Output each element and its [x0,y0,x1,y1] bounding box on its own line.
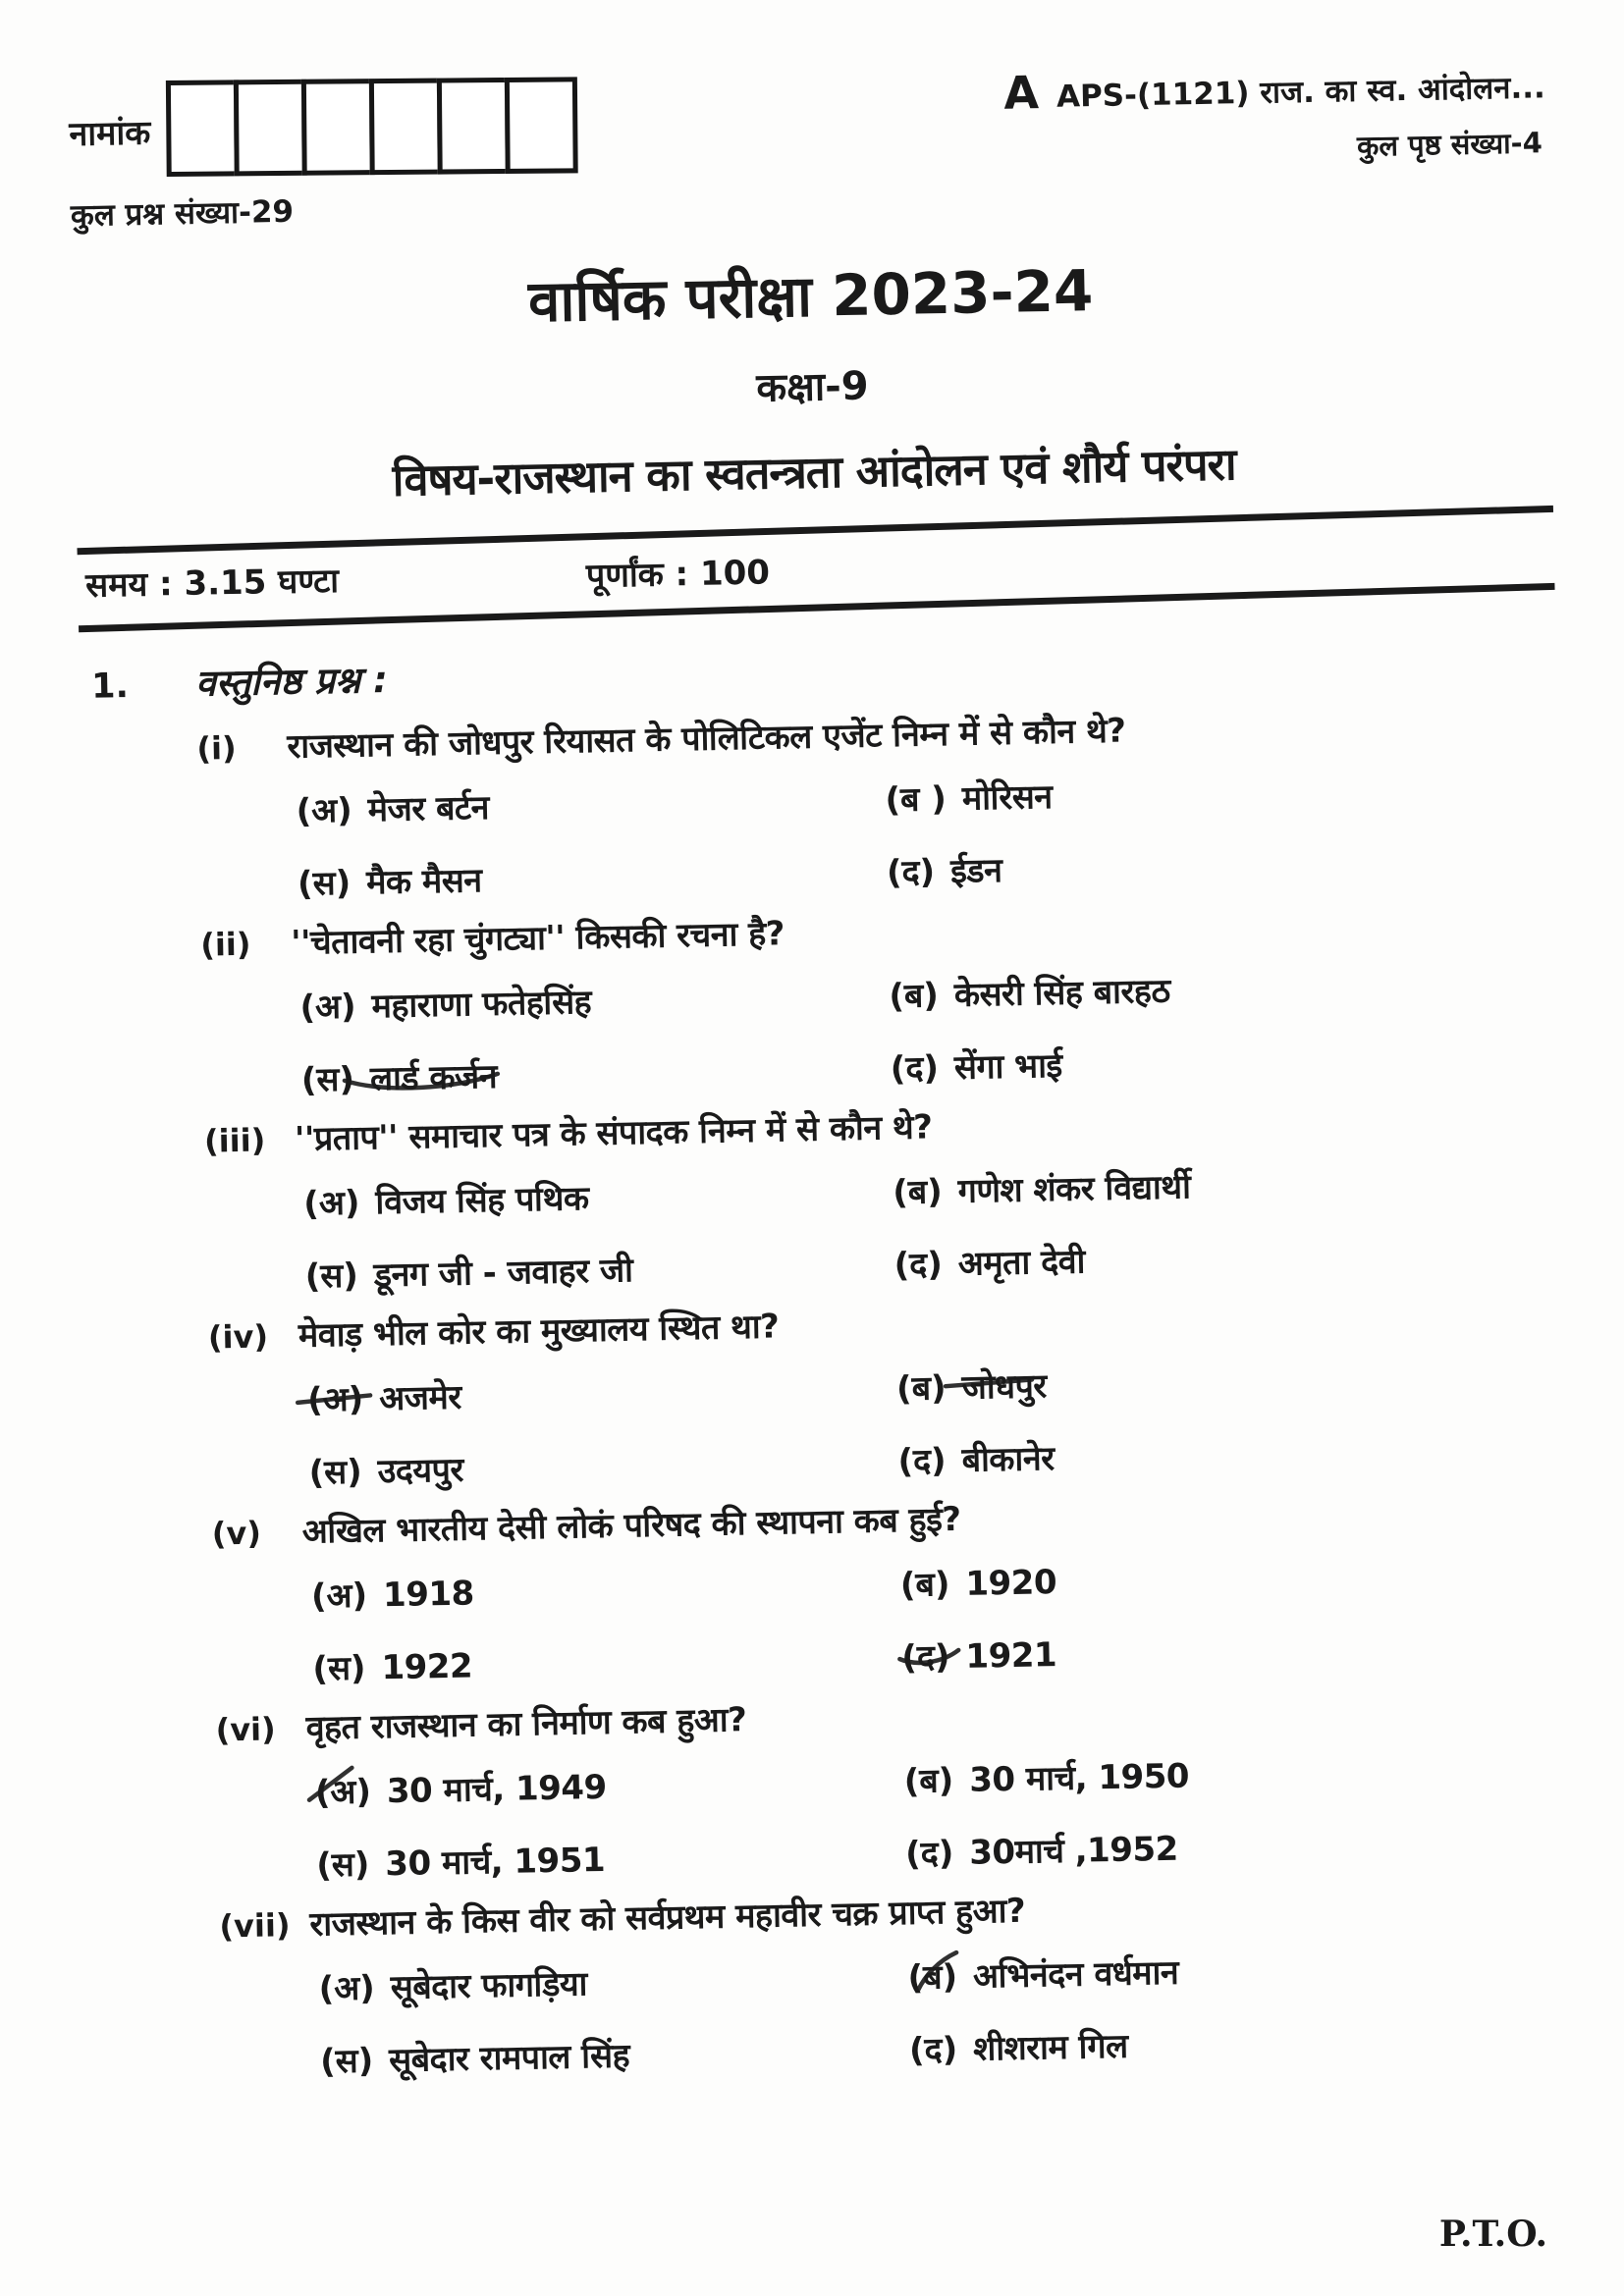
option-item [890,1032,1564,1090]
option-text: 1918 [382,1574,475,1616]
option-text: ईडन [949,850,1002,891]
title-block [72,240,1555,625]
option-text: 30 मार्च, 1951 [384,1840,606,1885]
option-item [311,1561,901,1618]
section-heading-row [80,630,1557,709]
question-block [99,1680,1579,1891]
option-text: अजमेर [378,1377,462,1419]
option-item [314,1757,904,1814]
option-text: अभिनंदन वर्धमान [972,1952,1179,1997]
total-questions-label: कुल प्रश्न संख्या-29 [70,193,295,235]
option-item [886,835,1560,893]
question-text: मेवाड़ भील कोर का मुख्यालय स्थित था? [298,1307,780,1356]
option-text: मैक मैसन [365,861,482,903]
option-label: (द) [893,1245,944,1286]
question-block [91,1287,1571,1498]
option-text: 1920 [965,1563,1057,1604]
question-number: (ii) [199,925,251,964]
pto-label: P.T.O. [1438,2214,1547,2255]
subject-title: विषय-राजस्थान का स्वतन्त्रता आंदोलन एवं शौर्य परंपरा [392,438,1237,507]
option-text: 1922 [381,1646,473,1688]
option-item [907,1941,1582,1999]
option-label: (द) [886,852,936,893]
option-item [901,1621,1576,1679]
option-text: सूबेदार रामपाल सिंह [388,2036,630,2081]
questions-area [81,698,1583,2087]
option-text: 1921 [965,1635,1057,1677]
option-label: (ब ) [885,779,947,821]
question-block [81,698,1560,909]
set-letter: A [1002,66,1040,120]
option-text: 30मार्च ,1952 [968,1829,1179,1873]
question-number: (iv) [207,1317,269,1357]
class-title: कक्षा-9 [755,363,869,411]
roll-number-label: नामांक [69,113,151,155]
option-label: (स) [319,2041,374,2082]
roll-number-row [68,75,578,181]
header-left [68,57,579,236]
max-marks-label: पूर्णांक : 100 [585,553,771,597]
option-text: डूनग जी - जवाहर जी [373,1251,633,1296]
time-label: समय : 3.15 घण्टा [84,561,340,606]
page-footer [1439,2214,1547,2255]
options-grid [307,1352,1572,1494]
question-number: (vii) [219,1906,291,1946]
question-text: अखिल भारतीय देसी लोकं परिषद की स्थापना कब हुई? [301,1499,961,1552]
option-label: (अ) [302,1183,360,1224]
option-item [304,1241,894,1298]
option-item [893,1155,1567,1213]
question-row [81,698,1558,772]
option-text: 30 मार्च, 1950 [968,1756,1190,1800]
option-item [308,1437,898,1494]
option-text: लार्ड कर्जन [369,1056,498,1099]
section-heading: वस्तुनिष्ठ प्रश्न : [194,658,389,705]
options-grid [299,959,1564,1101]
option-label: (ब) [907,1957,958,1999]
question-number: (v) [211,1514,262,1553]
question-number: (i) [196,728,237,768]
option-item [893,1228,1568,1286]
question-text: ''प्रताप'' समाचार पत्र के संपादक निम्न में से कौन थे? [294,1107,933,1159]
question-row [84,894,1562,968]
option-text: 30 मार्च, 1949 [386,1767,608,1812]
option-item [316,1830,906,1887]
question-row [103,1876,1581,1949]
option-label: (स) [315,1844,370,1886]
question-block [103,1876,1583,2087]
roll-number-box-grid [166,77,578,177]
option-label: (अ) [299,987,356,1028]
question-block [88,1091,1568,1302]
roll-number-box [301,79,375,176]
option-item [312,1633,902,1690]
section-number: 1. [90,667,130,707]
option-item [320,2026,910,2083]
option-text: मेजर बर्टन [367,788,490,830]
total-pages-label: कुल पृष्ठ संख्या-4 [1356,126,1543,163]
option-text: गणेश शंकर विद्यार्थी [957,1167,1191,1211]
exam-title: वार्षिक परीक्षा 2023-24 [527,257,1094,336]
option-label: (द) [897,1441,947,1482]
option-label: (ब) [892,1172,944,1213]
option-text: अमृता देवी [957,1242,1086,1284]
question-text: ''चेतावनी रहा चुंगट्या'' किसकी रचना है? [290,914,785,963]
option-text: उदयपुर [377,1450,464,1492]
option-item [899,1548,1574,1606]
option-item [896,1352,1571,1410]
option-item [300,1044,891,1101]
option-label: (स) [304,1255,359,1297]
question-row [91,1287,1569,1361]
option-label: (अ) [296,790,353,831]
option-label: (द) [900,1637,950,1679]
option-text: सूबेदार फागड़िया [390,1964,588,2008]
option-label: (स) [312,1648,366,1689]
question-text: राजस्थान के किस वीर को सर्वप्रथम महावीर चक्र प्राप्त हुआ? [309,1891,1026,1945]
question-row [99,1680,1577,1753]
option-item [303,1168,893,1225]
option-text: केसरी सिंह बारहठ [953,971,1170,1015]
options-grid [296,763,1560,905]
roll-number-box [369,79,443,176]
question-number: (iii) [203,1121,266,1160]
option-item [298,848,888,905]
question-row [88,1091,1566,1164]
option-label: (ब) [899,1565,950,1606]
option-text: मोरिसन [961,776,1053,819]
question-number: (vi) [215,1710,277,1749]
option-label: (अ) [310,1575,368,1617]
options-grid [303,1155,1568,1298]
option-text: जोधपुर [961,1366,1048,1408]
option-item [889,959,1563,1017]
option-item [318,1953,908,2010]
options-grid [314,1744,1579,1887]
option-label: (ब) [889,976,940,1017]
option-text: बीकानेर [961,1439,1055,1480]
option-label: (द) [908,2030,958,2071]
option-item [299,972,890,1029]
question-text: राजस्थान की जोधपुर रियासत के पोलिटिकल एजेंट निम्न में से कौन थे? [287,711,1126,767]
question-block [95,1483,1575,1694]
option-text: सेंगा भाई [953,1045,1062,1088]
option-label: (ब) [903,1761,954,1802]
option-label: (द) [904,1834,954,1875]
question-row [95,1483,1573,1557]
option-label: (अ) [314,1772,372,1813]
option-item [307,1364,897,1421]
roll-number-box [166,80,240,177]
option-label: (स) [297,863,352,904]
options-grid [311,1548,1576,1690]
header-right [1002,38,1546,172]
option-label: (स) [300,1059,355,1100]
scan-content [68,38,1583,2086]
option-item [897,1424,1572,1482]
option-text: शीशराम गिल [972,2026,1128,2069]
option-item [903,1744,1578,1802]
roll-number-box [437,78,511,175]
option-item [296,775,886,832]
option-item [905,1817,1580,1875]
option-label: (द) [890,1048,940,1090]
option-item [885,763,1559,821]
option-text: विजय सिंह पथिक [375,1179,589,1223]
paper-code-row [1003,60,1545,118]
question-text: वृहत राजस्थान का निर्माण कब हुआ? [305,1700,747,1748]
option-item [909,2013,1584,2071]
page-header [68,38,1547,236]
option-label: (अ) [306,1379,364,1420]
option-label: (स) [308,1452,363,1493]
options-grid [318,1941,1583,2083]
paper-code: APS-(1121) राज. का स्व. आंदोलन... [1056,70,1546,115]
option-label: (अ) [318,1968,376,2009]
roll-number-box [505,77,578,174]
question-block [84,894,1564,1105]
option-text: महाराणा फतेहसिंह [371,983,592,1027]
option-label: (ब) [895,1368,947,1410]
roll-number-box [234,80,307,177]
